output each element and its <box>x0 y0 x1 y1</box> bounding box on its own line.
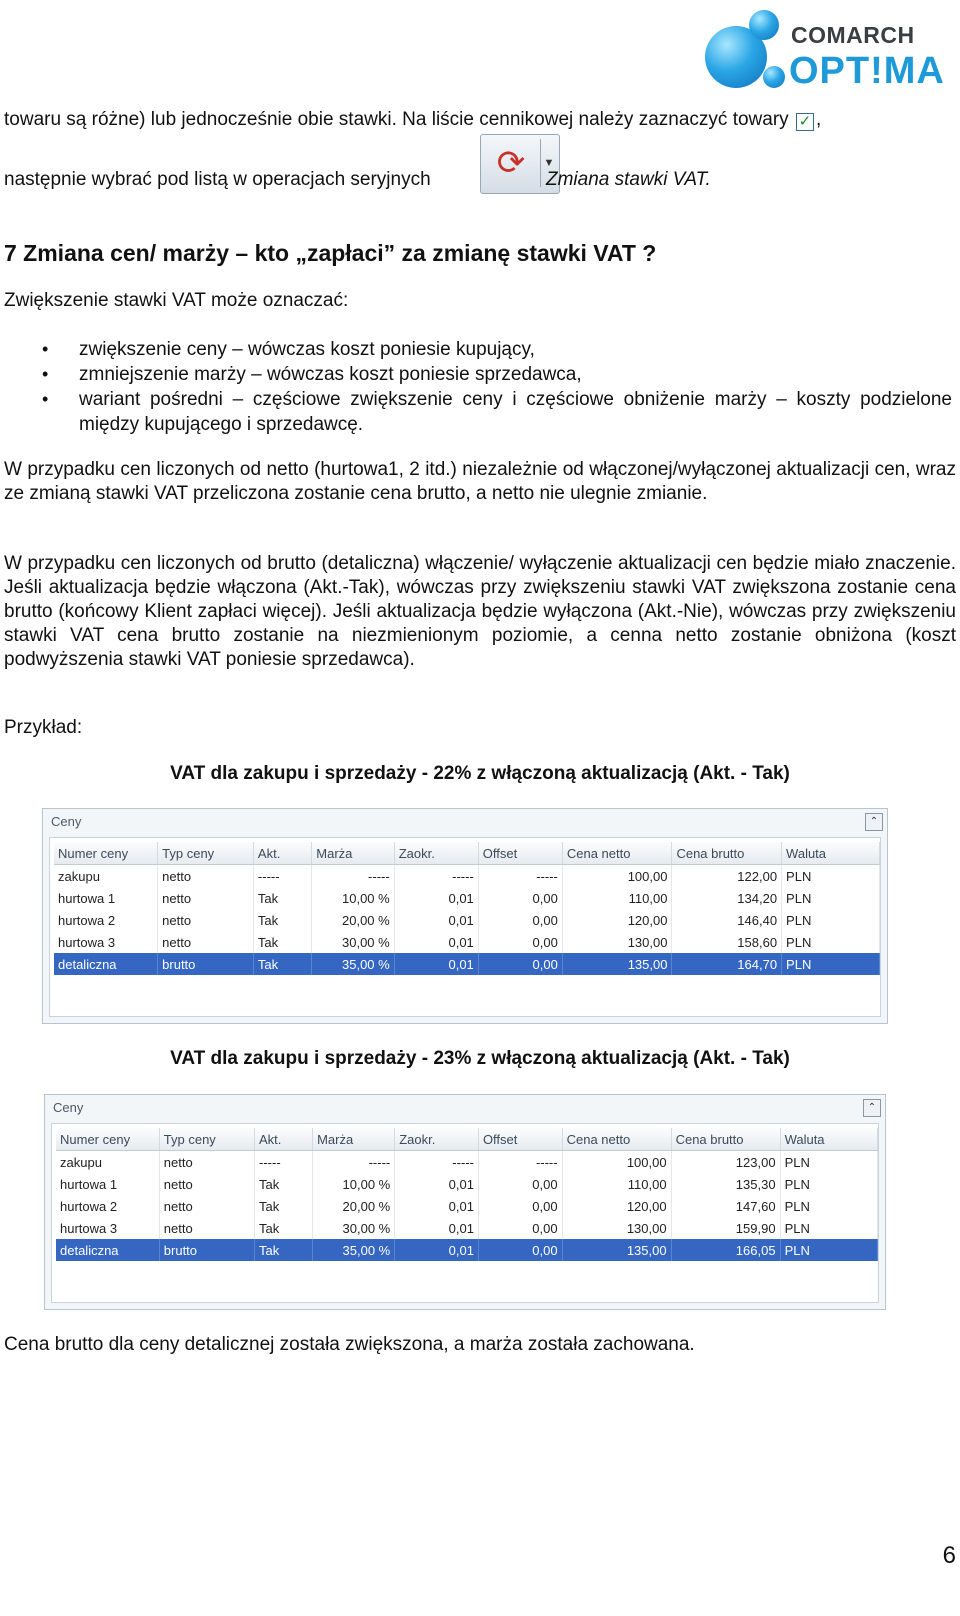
intro-line-1-end: , <box>815 109 822 130</box>
table-cell: ----- <box>312 865 394 888</box>
column-header[interactable]: Zaokr. <box>395 1128 479 1151</box>
table-cell: PLN <box>780 1217 877 1239</box>
table-cell: PLN <box>780 1195 877 1217</box>
column-header[interactable]: Cena brutto <box>671 1128 780 1151</box>
table-cell: 35,00 % <box>312 953 394 975</box>
column-header[interactable]: Offset <box>478 1128 562 1151</box>
table-cell: 134,20 <box>672 887 782 909</box>
table-cell: 0,01 <box>394 953 478 975</box>
table-cell: ----- <box>255 1151 313 1174</box>
table-cell: 120,00 <box>562 909 672 931</box>
table-cell: PLN <box>782 931 880 953</box>
table-cell: netto <box>158 909 254 931</box>
column-header[interactable]: Typ ceny <box>158 842 254 865</box>
table-cell: 130,00 <box>562 1217 671 1239</box>
table-cell: PLN <box>782 909 880 931</box>
table-cell: PLN <box>780 1173 877 1195</box>
table-cell: 0,01 <box>395 1195 479 1217</box>
table-cell: Tak <box>253 887 311 909</box>
table-row[interactable] <box>56 1173 878 1195</box>
table-cell: 147,60 <box>671 1195 780 1217</box>
table-cell: hurtowa 2 <box>54 909 158 931</box>
table-cell: Tak <box>255 1239 313 1261</box>
column-header[interactable]: Marża <box>313 1128 395 1151</box>
table-cell: 30,00 % <box>313 1217 395 1239</box>
section-lead: Zwiększenie stawki VAT może oznaczać: <box>4 290 349 311</box>
column-header[interactable]: Marża <box>312 842 394 865</box>
table-cell: 30,00 % <box>312 931 394 953</box>
panel-title: Ceny <box>51 814 82 829</box>
table-row[interactable] <box>54 931 880 953</box>
table-cell: ----- <box>394 865 478 888</box>
table-cell: 135,00 <box>562 953 672 975</box>
table-cell: ----- <box>395 1151 479 1174</box>
bullet-list <box>0 337 952 437</box>
table-cell: 135,30 <box>671 1173 780 1195</box>
panel-title: Ceny <box>53 1100 84 1115</box>
table-cell: 110,00 <box>562 1173 671 1195</box>
list-item-text: zmniejszenie marży – wówczas koszt poniesie sprzedawca, <box>79 364 582 385</box>
vat-change-icon: ⟳ <box>496 144 526 182</box>
table-cell: Tak <box>255 1195 313 1217</box>
column-header[interactable]: Zaokr. <box>394 842 478 865</box>
table-row[interactable] <box>56 1195 878 1217</box>
table-cell: 0,00 <box>478 887 562 909</box>
table-cell: hurtowa 3 <box>56 1217 159 1239</box>
table-cell: 122,00 <box>672 865 782 888</box>
table-cell: detaliczna <box>56 1239 159 1261</box>
column-header[interactable]: Waluta <box>780 1128 877 1151</box>
collapse-icon[interactable]: ⌃ <box>865 813 883 831</box>
column-header[interactable]: Akt. <box>255 1128 313 1151</box>
table-cell: 110,00 <box>562 887 672 909</box>
table-cell: zakupu <box>54 865 158 888</box>
logo-text-top: COMARCH <box>791 22 915 48</box>
column-header[interactable]: Cena brutto <box>672 842 782 865</box>
table-cell: Tak <box>253 931 311 953</box>
table-cell: 123,00 <box>671 1151 780 1174</box>
table-cell: 0,01 <box>395 1239 479 1261</box>
column-header[interactable]: Cena netto <box>562 1128 671 1151</box>
table-row[interactable] <box>54 865 880 888</box>
table-cell: PLN <box>782 953 880 975</box>
collapse-icon[interactable]: ⌃ <box>863 1099 881 1117</box>
table-cell: 0,01 <box>395 1217 479 1239</box>
table-row[interactable] <box>56 1151 878 1174</box>
table-cell: PLN <box>780 1151 877 1174</box>
intro-line-2-text: następnie wybrać pod listą w operacjach seryjnych <box>4 169 431 190</box>
prices-grid <box>56 1128 878 1261</box>
example-label: Przykład: <box>4 717 83 738</box>
table-cell: 0,00 <box>478 1217 562 1239</box>
column-header[interactable]: Waluta <box>782 842 880 865</box>
table-cell: 20,00 % <box>313 1195 395 1217</box>
table-cell: 0,01 <box>394 887 478 909</box>
table-cell: brutto <box>158 953 254 975</box>
table-cell: 0,01 <box>394 909 478 931</box>
paragraph-netto: W przypadku cen liczonych od netto (hurtowa1, 2 itd.) niezależnie od włączonej/wyłączonej aktualizacji cen, wraz ze zmianą stawki VAT przeliczona zostanie cena brutto, a netto nie ulegnie zmianie. <box>4 459 956 504</box>
table-cell: 120,00 <box>562 1195 671 1217</box>
list-item <box>0 337 952 362</box>
column-header[interactable]: Numer ceny <box>56 1128 159 1151</box>
section-heading: 7 Zmiana cen/ marży – kto „zapłaci” za zmianę stawki VAT ? <box>4 240 657 266</box>
table-row[interactable] <box>56 1217 878 1239</box>
panel-grid-area <box>49 837 881 1017</box>
paragraph-brutto: W przypadku cen liczonych od brutto (detaliczna) włączenie/ wyłączenie aktualizacji cen będzie miało znaczenie. Jeśli aktualizacja będzie włączona (Akt.-Tak), wówczas przy zwiększeniu stawki VAT zwiększona zostanie cena brutto (końcowy Klient zapłaci więcej). Jeśli aktualizacja będzie wyłączona (Akt.-Nie), wówczas przy zwiększeniu stawki VAT cena brutto zostanie na niezmienionym poziomie, a cenna netto zostanie obniżona (koszt podwyższenia stawki VAT poniesie sprzedawca). <box>4 553 956 670</box>
list-item-text: zwiększenie ceny – wówczas koszt poniesie kupujący, <box>79 339 535 360</box>
table-row[interactable] <box>56 1239 878 1261</box>
bullet-icon: • <box>42 339 49 359</box>
intro-line-1 <box>4 108 956 132</box>
logo-ball-medium <box>749 10 779 40</box>
table-cell: hurtowa 3 <box>54 931 158 953</box>
table-cell: 0,01 <box>395 1173 479 1195</box>
column-header[interactable]: Numer ceny <box>54 842 158 865</box>
table-cell: 166,05 <box>671 1239 780 1261</box>
table-cell: 130,00 <box>562 931 672 953</box>
table-cell: PLN <box>782 865 880 888</box>
table-cell: PLN <box>782 887 880 909</box>
table-cell: 159,90 <box>671 1217 780 1239</box>
table-cell: netto <box>159 1217 254 1239</box>
table-row[interactable] <box>54 953 880 975</box>
grid-header-row <box>56 1128 878 1151</box>
prices-grid <box>54 842 880 975</box>
table-cell: 0,00 <box>478 1173 562 1195</box>
table1-caption: VAT dla zakupu i sprzedaży - 22% z włączoną aktualizacją (Akt. - Tak) <box>170 763 790 784</box>
column-header[interactable]: Offset <box>478 842 562 865</box>
table-cell: ----- <box>478 1151 562 1174</box>
table-cell: ----- <box>478 865 562 888</box>
table-cell: 35,00 % <box>313 1239 395 1261</box>
table-cell: 0,00 <box>478 931 562 953</box>
checkbox-icon: ✓ <box>796 113 814 131</box>
page-number: 6 <box>942 1542 956 1569</box>
logo-ball-small <box>763 66 785 88</box>
table-cell: brutto <box>159 1239 254 1261</box>
table-cell: netto <box>158 865 254 888</box>
logo-text-bottom: OPT!MA <box>789 50 945 92</box>
list-item <box>0 387 952 437</box>
table-cell: 0,00 <box>478 1239 562 1261</box>
table-cell: 10,00 % <box>312 887 394 909</box>
table-cell: netto <box>158 887 254 909</box>
intro-line-2 <box>4 168 431 192</box>
column-header[interactable]: Cena netto <box>562 842 672 865</box>
table-cell: hurtowa 2 <box>56 1195 159 1217</box>
comarch-optima-logo <box>705 4 950 100</box>
table-cell: 164,70 <box>672 953 782 975</box>
prices-panel-23 <box>44 1094 886 1310</box>
table-cell: ----- <box>253 865 311 888</box>
table-cell: zakupu <box>56 1151 159 1174</box>
table-cell: netto <box>159 1173 254 1195</box>
table-cell: 0,00 <box>478 909 562 931</box>
table-cell: Tak <box>253 909 311 931</box>
table-cell: 0,01 <box>394 931 478 953</box>
table-cell: ----- <box>313 1151 395 1174</box>
bullet-icon: • <box>42 389 49 409</box>
column-header[interactable]: Typ ceny <box>159 1128 254 1151</box>
table-cell: netto <box>159 1195 254 1217</box>
table-cell: 146,40 <box>672 909 782 931</box>
table-cell: Tak <box>253 953 311 975</box>
bullet-icon: • <box>42 364 49 384</box>
table-cell: Tak <box>255 1217 313 1239</box>
list-item <box>0 362 952 387</box>
table-cell: 158,60 <box>672 931 782 953</box>
table-cell: detaliczna <box>54 953 158 975</box>
table-cell: netto <box>159 1151 254 1174</box>
table-cell: 20,00 % <box>312 909 394 931</box>
table-cell: 100,00 <box>562 865 672 888</box>
table-row[interactable] <box>54 887 880 909</box>
panel-grid-area <box>51 1123 879 1303</box>
intro-line-2-action: Zmiana stawki VAT. <box>546 169 711 190</box>
grid-header-row <box>54 842 880 865</box>
table-cell: 100,00 <box>562 1151 671 1174</box>
table-cell: hurtowa 1 <box>56 1173 159 1195</box>
table-cell: PLN <box>780 1239 877 1261</box>
dropdown-arrow-icon: ▼ <box>540 139 557 187</box>
list-item-text: wariant pośredni – częściowe zwiększenie ceny i częściowe obniżenie marży – koszty podzielone między kupującego i sprzedawcę. <box>79 389 952 435</box>
table2-caption: VAT dla zakupu i sprzedaży - 23% z włączoną aktualizacją (Akt. - Tak) <box>170 1048 790 1069</box>
table-row[interactable] <box>54 909 880 931</box>
table-cell: 0,00 <box>478 953 562 975</box>
table-cell: 10,00 % <box>313 1173 395 1195</box>
table-cell: Tak <box>255 1173 313 1195</box>
column-header[interactable]: Akt. <box>253 842 311 865</box>
table-cell: netto <box>158 931 254 953</box>
table-cell: 0,00 <box>478 1195 562 1217</box>
intro-line-1-text: towaru są różne) lub jednocześnie obie stawki. Na liście cennikowej należy zaznaczyć towary <box>4 109 789 130</box>
table-cell: 135,00 <box>562 1239 671 1261</box>
prices-panel-22 <box>42 808 888 1024</box>
table-cell: hurtowa 1 <box>54 887 158 909</box>
conclusion: Cena brutto dla ceny detalicznej została zwiększona, a marża została zachowana. <box>4 1334 695 1355</box>
